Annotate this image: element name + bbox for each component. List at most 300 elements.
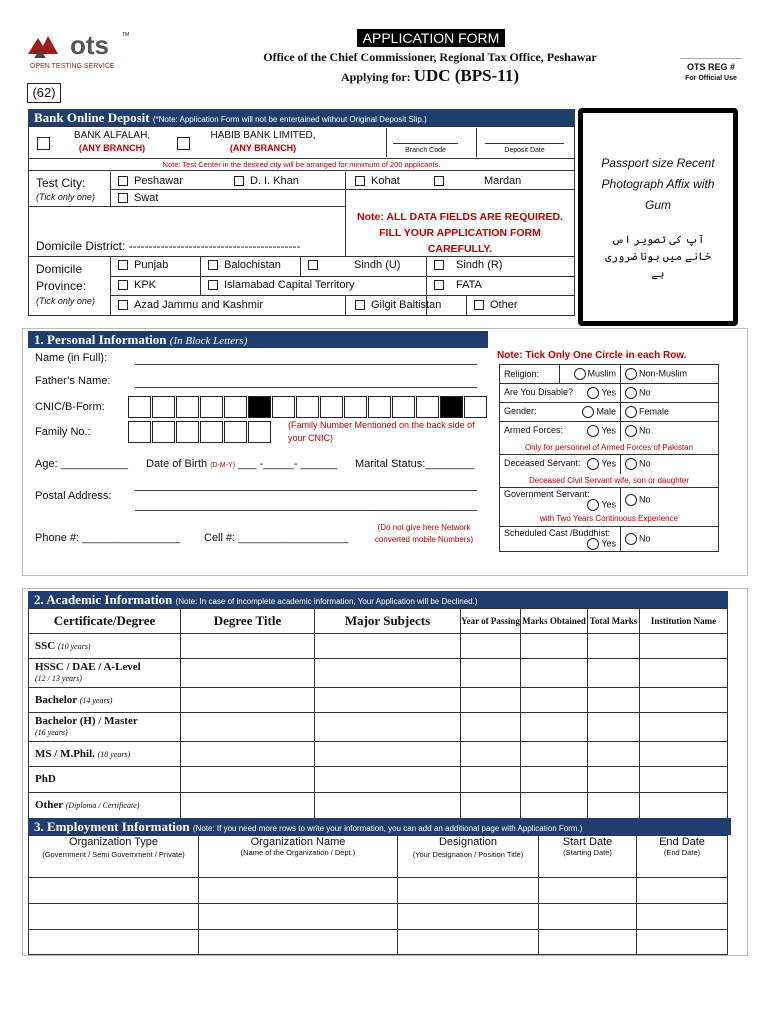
- required-note: [347, 209, 573, 257]
- branch-code-line: [393, 143, 458, 144]
- emp-col-start: [539, 836, 637, 878]
- degree-sub: (14 years): [79, 695, 113, 705]
- city-name: Swat: [134, 192, 159, 204]
- armed-yes[interactable]: [587, 425, 616, 437]
- city-name: Kohat: [371, 175, 400, 187]
- family-digit[interactable]: [200, 421, 223, 443]
- bank1-label: BANK ALFALAH,: [73, 130, 151, 141]
- input-cell[interactable]: [315, 688, 461, 713]
- bank-alfalah: [62, 129, 162, 155]
- deposit-date-label: Deposit Date: [504, 147, 545, 154]
- academic-row: [29, 767, 728, 793]
- habib-bank-checkbox[interactable]: [177, 137, 190, 150]
- col-marks: Marks Obtained: [521, 609, 588, 634]
- col-major: Major Subjects: [315, 609, 461, 634]
- city-swat[interactable]: [118, 192, 158, 204]
- degree-name: Other: [35, 799, 63, 811]
- input-cell[interactable]: [315, 713, 461, 742]
- prov-ict[interactable]: [208, 279, 355, 291]
- cnic-digit[interactable]: [368, 396, 391, 418]
- input-cell[interactable]: [461, 742, 521, 767]
- checkbox[interactable]: [474, 300, 484, 310]
- col-total: Total Marks: [588, 609, 640, 634]
- input-cell[interactable]: [315, 742, 461, 767]
- degree-cell: [29, 713, 181, 742]
- input-cell[interactable]: [181, 767, 315, 793]
- armed-label: Armed Forces:: [504, 425, 564, 436]
- input-cell[interactable]: [637, 878, 728, 904]
- emp-sub: (End Date): [663, 848, 701, 857]
- degree-sub: (Diploma / Certificate): [65, 801, 140, 810]
- input-cell[interactable]: [640, 793, 728, 819]
- degree-cell: [29, 742, 181, 767]
- academic-note: (Note: In case of incomplete academic information, Your Application will be Declined.): [175, 597, 478, 606]
- deceased-label: Deceased Servant:: [504, 458, 581, 469]
- photo-urdu: آپ کی تصویر اس خانے میں ہونا ضروری ہے: [605, 234, 711, 280]
- cnic-separator: [248, 396, 271, 418]
- cast-no[interactable]: [621, 526, 719, 551]
- degree-name: MS / M.Phil.: [35, 747, 95, 760]
- opt-label: Yes: [601, 387, 616, 398]
- opt-label: No: [639, 458, 651, 469]
- city-name: Peshawar: [134, 175, 183, 187]
- academic-row: [29, 688, 728, 713]
- checkbox[interactable]: [355, 300, 365, 310]
- cnic-separator: [440, 396, 463, 418]
- postal-label: Postal Address:: [35, 490, 112, 502]
- input-cell[interactable]: [181, 688, 315, 713]
- input-cell[interactable]: [461, 793, 521, 819]
- input-cell[interactable]: [199, 878, 398, 904]
- col-year: Year of Passing: [461, 609, 521, 634]
- radio-circle[interactable]: [587, 458, 599, 470]
- deceased-note: Deceased Civil Servant wife, son or daughter: [500, 474, 719, 488]
- input-cell[interactable]: [461, 767, 521, 793]
- input-cell[interactable]: [588, 713, 640, 742]
- input-cell[interactable]: [539, 930, 637, 955]
- checkbox[interactable]: [118, 193, 128, 203]
- radio-circle[interactable]: [625, 406, 637, 418]
- govt-note: with Two Years Continuous Experience: [500, 512, 719, 526]
- input-cell[interactable]: [461, 713, 521, 742]
- prov-sindh-u[interactable]: [308, 259, 400, 271]
- input-cell[interactable]: [315, 793, 461, 819]
- opt-label: Yes: [601, 537, 616, 548]
- radio-circle[interactable]: [587, 387, 599, 399]
- disable-no[interactable]: [621, 384, 719, 403]
- phone-field[interactable]: Phone #: ________________: [35, 532, 180, 544]
- emp-sub: (Government / Semi Government / Private): [42, 850, 185, 859]
- input-cell[interactable]: [637, 904, 728, 930]
- checkbox[interactable]: [208, 260, 218, 270]
- input-cell[interactable]: [199, 930, 398, 955]
- radio-circle[interactable]: [587, 538, 599, 550]
- govt-yes[interactable]: [587, 499, 616, 511]
- input-cell[interactable]: [521, 793, 588, 819]
- checkbox[interactable]: [118, 176, 128, 186]
- required-note-2: FILL YOUR APPLICATION FORM: [379, 227, 541, 239]
- city-right-line: [345, 172, 346, 256]
- personal-title: 1. Personal Information: [34, 332, 167, 347]
- input-cell[interactable]: [521, 634, 588, 659]
- cnic-digit[interactable]: [224, 396, 247, 418]
- input-cell[interactable]: [640, 742, 728, 767]
- emp-head: Organization Name: [250, 836, 346, 848]
- test-center-note: Note: Test Center in the desired city will be arranged for minimum of 200 applicants.: [28, 158, 575, 171]
- father-line[interactable]: [135, 387, 477, 388]
- academic-row: [29, 793, 728, 819]
- input-cell[interactable]: [521, 713, 588, 742]
- name-line[interactable]: [135, 364, 477, 365]
- opt-label: Yes: [601, 458, 616, 469]
- deceased-note-row: [500, 474, 719, 488]
- armed-cell: [500, 422, 621, 441]
- bank-title: Bank Online Deposit: [34, 110, 150, 125]
- deposit-date-field[interactable]: [476, 128, 572, 157]
- degree-cell: [29, 767, 181, 793]
- academic-row: [29, 634, 728, 659]
- input-cell[interactable]: [640, 659, 728, 688]
- checkbox[interactable]: [118, 280, 128, 290]
- tick-note: Note: Tick Only One Circle in each Row.: [497, 350, 687, 361]
- gender-label: Gender:: [504, 406, 537, 416]
- cast-yes[interactable]: [587, 538, 616, 550]
- emp-head: Start Date: [562, 836, 613, 848]
- prov-name: Azad Jammu and Kashmir: [134, 299, 263, 311]
- opt-label: Muslim: [587, 368, 616, 379]
- col-institution: Institution Name: [640, 609, 728, 634]
- gender-female[interactable]: [621, 403, 719, 422]
- input-cell[interactable]: [199, 904, 398, 930]
- emp-col-designation: [398, 836, 539, 878]
- opt-label: Yes: [601, 499, 616, 510]
- prov-grid-v3: [345, 295, 346, 316]
- input-cell[interactable]: [398, 878, 539, 904]
- input-cell[interactable]: [640, 713, 728, 742]
- cnic-label: CNIC/B-Form:: [35, 401, 105, 413]
- govt-no[interactable]: [621, 488, 719, 513]
- input-cell[interactable]: [521, 688, 588, 713]
- bank2-label: HABIB BANK LIMITED,: [210, 130, 316, 141]
- cnic-boxes[interactable]: [128, 396, 488, 418]
- checkbox[interactable]: [434, 280, 444, 290]
- govt-label: Government Servant:: [504, 489, 590, 499]
- checkbox[interactable]: [118, 260, 128, 270]
- prov-fata[interactable]: [434, 279, 482, 291]
- deposit-date-line: [485, 143, 564, 144]
- prov-punjab[interactable]: [118, 259, 168, 271]
- personal-sub: (In Block Letters): [169, 335, 248, 347]
- prov-gb[interactable]: [355, 299, 441, 311]
- col-certificate: Certificate/Degree: [29, 609, 181, 634]
- input-cell[interactable]: [461, 659, 521, 688]
- family-boxes[interactable]: [128, 421, 272, 443]
- prov-other[interactable]: [474, 299, 518, 311]
- office-name: Office of the Chief Commissioner, Regional Tax Office, Peshawar: [263, 50, 597, 64]
- required-note-3: CAREFULLY.: [427, 243, 493, 255]
- prov-name: Gilgit Baltistan: [371, 299, 442, 311]
- cnic-digit[interactable]: [416, 396, 439, 418]
- govt-cell: [500, 488, 621, 513]
- emp-sub: (Starting Date): [563, 848, 612, 857]
- cnic-digit[interactable]: [152, 396, 175, 418]
- academic-table: [28, 608, 728, 819]
- city-kohat[interactable]: [355, 175, 400, 187]
- domicile-district[interactable]: Domicile District: -------------------------------------------: [36, 239, 301, 253]
- cast-row: [500, 526, 719, 551]
- emp-col-end: [637, 836, 728, 878]
- prov-name: Sindh (U): [354, 259, 401, 271]
- marital-field[interactable]: Marital Status:________: [355, 458, 475, 470]
- prov-grid-v: [110, 256, 111, 316]
- input-cell[interactable]: [588, 688, 640, 713]
- logo-subtitle: OPEN TESTING SERVICE: [30, 63, 115, 70]
- input-cell[interactable]: [29, 930, 199, 955]
- applying-label: Applying for:: [341, 70, 414, 84]
- degree-name: Bachelor (H) / Master: [35, 715, 138, 727]
- prov-grid-h1: [110, 276, 575, 277]
- city-grid-h2: [28, 206, 345, 207]
- family-digit[interactable]: [128, 421, 151, 443]
- gender-male[interactable]: [582, 406, 616, 418]
- input-cell[interactable]: [588, 742, 640, 767]
- radio-circle[interactable]: [587, 499, 599, 511]
- habib-bank: [198, 129, 328, 155]
- cell-field[interactable]: Cell #: __________________: [204, 532, 349, 544]
- cnic-digit[interactable]: [296, 396, 319, 418]
- degree-name: HSSC / DAE / A-Level: [35, 661, 141, 673]
- emp-head: Organization Type: [68, 836, 159, 848]
- input-cell[interactable]: [315, 659, 461, 688]
- input-cell[interactable]: [539, 878, 637, 904]
- prov-name: Balochistan: [224, 259, 281, 271]
- input-cell[interactable]: [521, 767, 588, 793]
- input-cell[interactable]: [640, 634, 728, 659]
- cast-cell: [500, 526, 621, 551]
- opt-label: Female: [639, 406, 670, 417]
- family-digit[interactable]: [176, 421, 199, 443]
- radio-circle[interactable]: [625, 387, 637, 399]
- city-mardan[interactable]: [434, 175, 521, 187]
- checkbox[interactable]: [234, 176, 244, 186]
- cnic-digit[interactable]: [128, 396, 151, 418]
- col-degree-title: Degree Title: [181, 609, 315, 634]
- religion-non-muslim[interactable]: [621, 365, 719, 384]
- emp-col-type: [29, 836, 199, 878]
- postal-line-1[interactable]: [135, 490, 477, 491]
- city-right-h: [345, 189, 575, 190]
- prov-grid-v4: [466, 295, 467, 316]
- opt-label: Male: [596, 406, 616, 417]
- ots-logo: [22, 30, 132, 72]
- degree-sub: (18 years): [97, 749, 131, 759]
- emp-head: Designation: [438, 836, 498, 848]
- radio-circle[interactable]: [625, 533, 637, 545]
- employment-head-row: [29, 836, 728, 878]
- opt-label: Non-Muslim: [639, 368, 688, 379]
- religion-label: Religion:: [500, 365, 560, 384]
- disable-row: [500, 384, 719, 403]
- checkbox[interactable]: [434, 176, 444, 186]
- test-city-label: Test City:: [36, 176, 86, 190]
- input-cell[interactable]: [315, 767, 461, 793]
- degree-cell: [29, 688, 181, 713]
- family-label: Family No.:: [35, 426, 91, 438]
- radio-circle[interactable]: [574, 368, 586, 380]
- bank1-branch: (ANY BRANCH): [78, 143, 146, 153]
- input-cell[interactable]: [29, 878, 199, 904]
- input-cell[interactable]: [588, 659, 640, 688]
- logo-text: ots: [70, 30, 109, 60]
- opt-label: No: [639, 425, 651, 436]
- family-digit[interactable]: [152, 421, 175, 443]
- armed-note: Only for personnel of Armed Forces of Pakistan: [500, 441, 719, 455]
- radio-circle[interactable]: [587, 425, 599, 437]
- ots-logo-mark: [26, 32, 60, 62]
- city-grid-h: [110, 189, 345, 190]
- radio-table: [499, 364, 719, 552]
- employment-table: [28, 835, 728, 955]
- govt-row: [500, 488, 719, 513]
- academic-header: [28, 591, 728, 608]
- academic-head-row: [29, 609, 728, 634]
- prov-kpk[interactable]: [118, 279, 156, 291]
- armed-no[interactable]: [621, 422, 719, 441]
- bank-alfalah-checkbox[interactable]: [37, 137, 50, 150]
- armed-note-row: [500, 441, 719, 455]
- cnic-digit[interactable]: [392, 396, 415, 418]
- official-use: For Official Use: [685, 75, 737, 82]
- input-cell[interactable]: [637, 930, 728, 955]
- input-cell[interactable]: [29, 904, 199, 930]
- bank2-branch: (ANY BRANCH): [229, 143, 297, 153]
- input-cell[interactable]: [521, 659, 588, 688]
- disable-yes[interactable]: [587, 387, 616, 399]
- disable-label: Are You Disable?: [504, 387, 574, 397]
- cast-label: Scheduled Cast /Buddhist:: [504, 527, 611, 538]
- cnic-digit[interactable]: [200, 396, 223, 418]
- family-digit[interactable]: [224, 421, 247, 443]
- bank-header: [28, 109, 575, 126]
- cnic-digit[interactable]: [320, 396, 343, 418]
- academic-title: 2. Academic Information: [34, 592, 173, 607]
- deceased-no[interactable]: [621, 455, 719, 474]
- input-cell[interactable]: [461, 634, 521, 659]
- personal-header: [28, 331, 488, 348]
- religion-row: [500, 365, 719, 384]
- degree-name: SSC: [35, 639, 56, 652]
- age-field[interactable]: Age: ___________: [35, 458, 128, 470]
- branch-code-field[interactable]: [386, 128, 464, 157]
- form-code: (62): [27, 83, 61, 103]
- degree-cell: [29, 634, 181, 659]
- input-cell[interactable]: [181, 634, 315, 659]
- input-cell[interactable]: [181, 742, 315, 767]
- input-cell[interactable]: [588, 634, 640, 659]
- cnic-digit[interactable]: [464, 396, 487, 418]
- radio-circle[interactable]: [625, 494, 637, 506]
- input-cell[interactable]: [461, 688, 521, 713]
- input-cell[interactable]: [521, 742, 588, 767]
- cnic-digit[interactable]: [176, 396, 199, 418]
- govt-note-row: [500, 512, 719, 526]
- input-cell[interactable]: [539, 904, 637, 930]
- input-cell[interactable]: [398, 930, 539, 955]
- checkbox[interactable]: [434, 260, 444, 270]
- employment-title: 3. Employment Information: [34, 819, 190, 834]
- province-label-1: Domicile: [36, 262, 83, 276]
- logo-tm: TM: [122, 32, 130, 38]
- emp-col-name: [199, 836, 398, 878]
- degree-sub: (10 years): [57, 641, 91, 651]
- input-cell[interactable]: [181, 713, 315, 742]
- checkbox[interactable]: [208, 280, 218, 290]
- radio-circle[interactable]: [625, 425, 637, 437]
- reg-divider: [680, 58, 742, 59]
- degree-name: Bachelor: [35, 693, 77, 706]
- photo-box[interactable]: [578, 108, 738, 326]
- prov-name: FATA: [456, 279, 482, 291]
- father-label: Father’s Name:: [35, 375, 111, 387]
- radio-circle[interactable]: [625, 458, 637, 470]
- family-digit[interactable]: [248, 421, 271, 443]
- post-name: UDC (BPS-11): [413, 66, 519, 85]
- input-cell[interactable]: [588, 767, 640, 793]
- input-cell[interactable]: [181, 659, 315, 688]
- cell-note: (Do not give here Network converted mobile Numbers): [374, 523, 474, 544]
- province-sub: (Tick only one): [36, 296, 95, 306]
- degree-sub: (12 / 13 years): [35, 674, 82, 683]
- input-cell[interactable]: [588, 793, 640, 819]
- academic-row: [29, 659, 728, 688]
- employment-row: [29, 878, 728, 904]
- family-note: (Family Number Mentioned on the back side of your CNIC): [288, 420, 475, 443]
- dob-format: (D-M-Y): [210, 462, 236, 469]
- input-cell[interactable]: [640, 688, 728, 713]
- radio-circle[interactable]: [625, 368, 637, 380]
- checkbox[interactable]: [308, 260, 318, 270]
- applying-for: [300, 66, 560, 86]
- prov-balochistan[interactable]: [208, 259, 281, 271]
- deceased-yes[interactable]: [587, 458, 616, 470]
- prov-name: KPK: [134, 279, 157, 291]
- emp-sub: (Your Designation / Position Title): [412, 850, 524, 859]
- postal-line-2[interactable]: [135, 510, 477, 511]
- prov-ajk[interactable]: [118, 299, 263, 311]
- checkbox[interactable]: [355, 176, 365, 186]
- required-note-1: Note: ALL DATA FIELDS ARE REQUIRED.: [357, 211, 563, 223]
- input-cell[interactable]: [181, 793, 315, 819]
- city-name: Mardan: [484, 175, 522, 187]
- religion-muslim[interactable]: [560, 365, 621, 384]
- cnic-digit[interactable]: [344, 396, 367, 418]
- city-peshawar[interactable]: [118, 175, 183, 187]
- city-di-khan[interactable]: [234, 175, 299, 187]
- prov-name: Islamabad Capital Territory: [224, 279, 355, 291]
- employment-note: (Note: If you need more rows to write your information, you can add an additional page with Application Form.): [192, 824, 583, 833]
- radio-circle[interactable]: [582, 406, 594, 418]
- input-cell[interactable]: [640, 767, 728, 793]
- cnic-digit[interactable]: [272, 396, 295, 418]
- form-title: APPLICATION FORM: [357, 29, 505, 47]
- dob-field[interactable]: [146, 458, 337, 470]
- prov-name: Other: [490, 299, 518, 311]
- checkbox[interactable]: [118, 300, 128, 310]
- input-cell[interactable]: [398, 904, 539, 930]
- gender-row: [500, 403, 719, 422]
- prov-sindh-r[interactable]: [434, 259, 502, 271]
- input-cell[interactable]: [315, 634, 461, 659]
